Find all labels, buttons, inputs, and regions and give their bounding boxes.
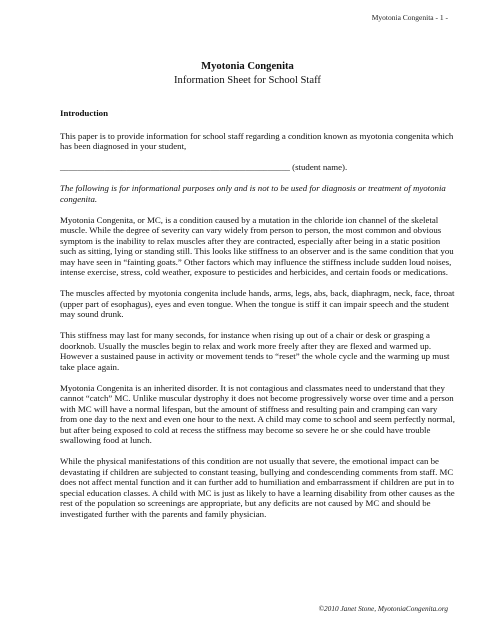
- section-heading-introduction: Introduction: [60, 108, 108, 118]
- paragraph-muscles-affected: The muscles affected by myotonia congenita include hands, arms, legs, abs, back, diaphragm, neck, face, throat (upper part of esophagus), eyes and even tongue. When the tongue is stiff it can impair speech and the student may sound drunk.: [60, 288, 455, 319]
- paragraph-inheritance: Myotonia Congenita is an inherited disorder. It is not contagious and classmates need to understand that they cannot “catch” MC. Unlike muscular dystrophy it does not become progressively worse over time and a person with MC will have a normal lifespan, but the amount of stiffness and resulting pain and cramping can vary from one day to the next and even one hour to the next. A child may come to school and seem perfectly normal, but after being exposed to cold at recess the stiffness may become so severe he or she could have trouble swallowing food at lunch.: [60, 382, 455, 445]
- paragraph-purpose: This paper is to provide information for school staff regarding a condition known as myotonia congenita which has been diagnosed in your student,: [60, 130, 454, 151]
- document-subtitle: Information Sheet for School Staff: [174, 75, 321, 86]
- disclaimer-paragraph: The following is for informational purposes only and is not to be used for diagnosis or treatment of myotonia congenita.: [60, 183, 446, 204]
- document-title: Myotonia Congenita: [201, 61, 294, 72]
- page-footer: ©2010 Janet Stone, MyotoniaCongenita.org: [318, 604, 448, 613]
- student-name-line: ____________________________________________________ (student name).: [60, 162, 348, 172]
- paragraph-emotional-impact: While the physical manifestations of this condition are not usually that severe, the emotional impact can be devastating if children are subjected to constant teasing, bullying and condescending comments from staff. MC does not affect mental function and it can further add to humiliation and embarrassment if children are put in to special education classes. A child with MC is just as likely to have a learning disability from other causes as the rest of the population so screenings are appropriate, but any deficits are not caused by MC and should be investigated further with the parents and family physician.: [60, 456, 455, 519]
- document-body: [60, 108, 455, 530]
- page-header: Myotonia Congenita - 1 -: [371, 13, 448, 22]
- paragraph-stiffness-duration: This stiffness may last for many seconds, for instance when rising up out of a chair or desk or grasping a doorknob. Usually the muscles begin to relax and work more freely after they are flexed and warmed up. However a sustained pause in activity or movement tends to “reset” the whole cycle and the warming up must take place again.: [60, 330, 450, 372]
- paragraph-definition: Myotonia Congenita, or MC, is a condition caused by a mutation in the chloride ion channel of the skeletal muscle. While the degree of severity can vary widely from person to person, the most common and obvious symptom is the inability to relax muscles after they are contracted, especially after being in a static position such as sitting, lying or standing still. This looks like stiffness to an observer and is the same condition that you may have seen in “fainting goats.” Other factors which may influence the stiffness include sudden loud noises, intense exercise, stress, cold weather, exposure to pesticides and herbicides, and certain foods or medications.: [60, 214, 454, 277]
